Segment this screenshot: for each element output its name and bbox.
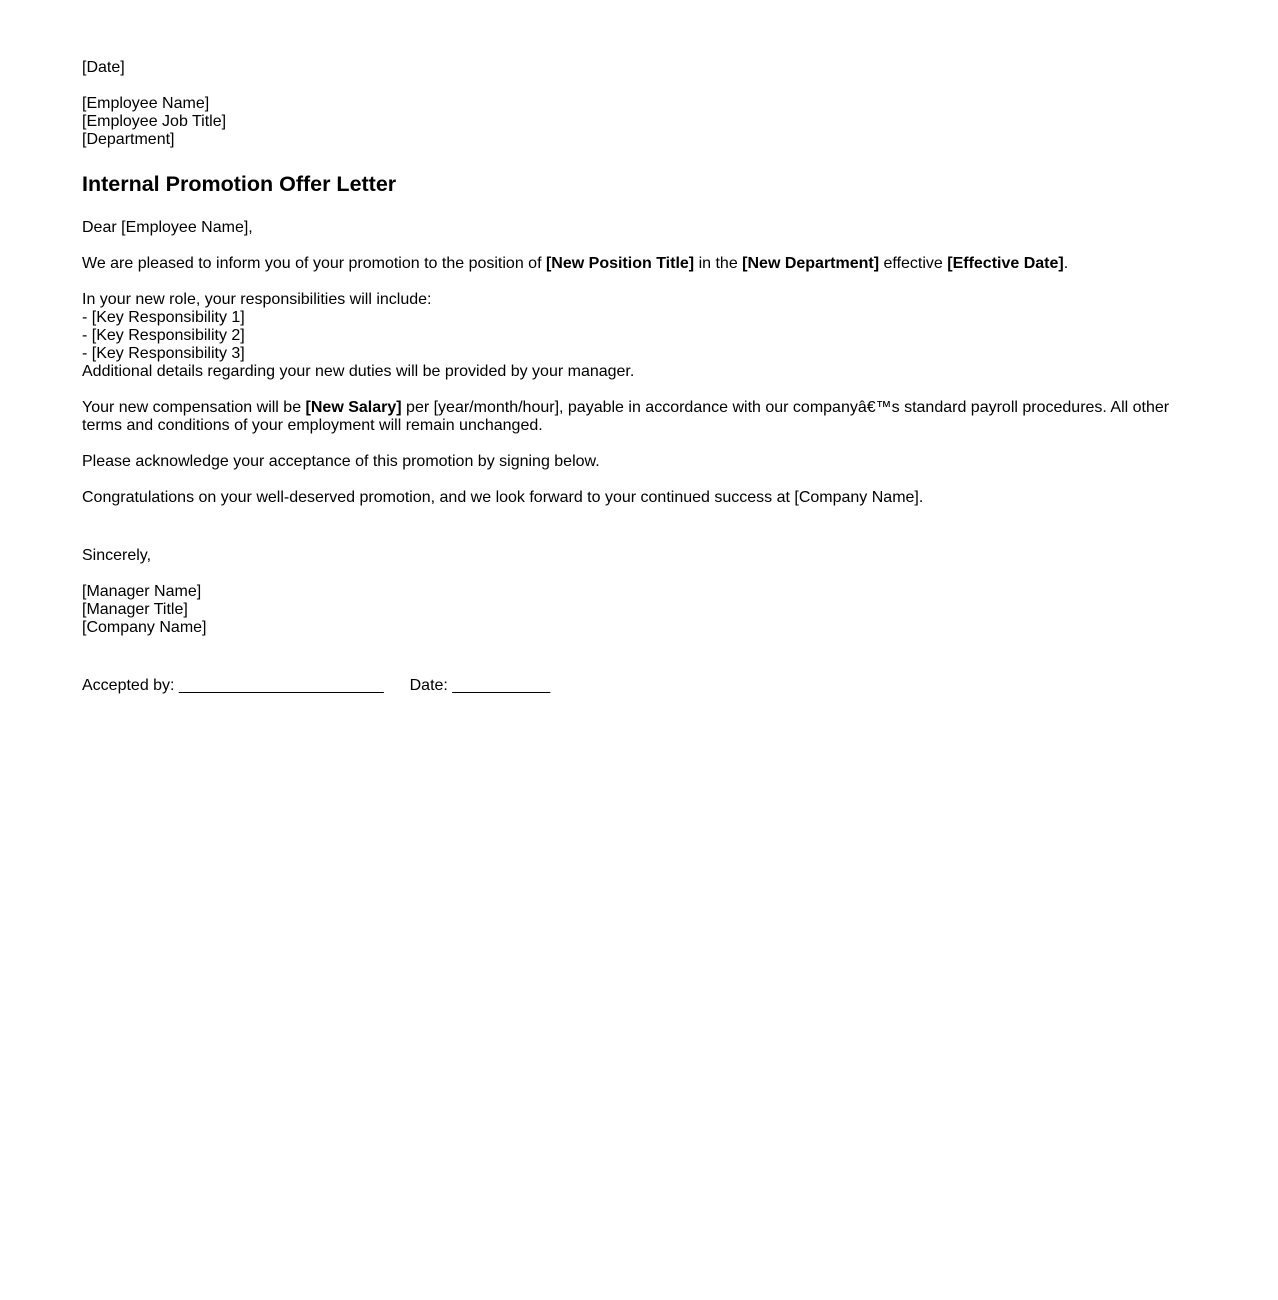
accepted-by-signature-line: _______________________ — [178, 677, 384, 694]
new-position-title: [New Position Title] — [545, 255, 695, 272]
letter-title: Internal Promotion Offer Letter — [82, 172, 397, 196]
compensation-text-1: Your new compensation will be — [82, 399, 306, 416]
date-label: Date: — [409, 677, 453, 694]
responsibilities-lead: In your new role, your responsibilities will include: — [82, 291, 432, 308]
responsibility-item: - [Key Responsibility 2] — [82, 327, 245, 344]
signature-block — [82, 583, 1196, 637]
effective-date: [Effective Date] — [947, 255, 1064, 272]
intro-paragraph — [82, 255, 1196, 273]
congratulations-paragraph: Congratulations on your well-deserved promotion, and we look forward to your continued success at [Company Name]. — [82, 489, 924, 506]
letter-date-block — [82, 59, 1196, 77]
spacer — [82, 507, 1196, 547]
manager-name: [Manager Name] — [82, 583, 202, 600]
manager-title: [Manager Title] — [82, 601, 188, 618]
recipient-job-title: [Employee Job Title] — [82, 113, 227, 130]
new-department: [New Department] — [742, 255, 880, 272]
responsibilities-block — [82, 291, 1196, 381]
responsibilities-followup: Additional details regarding your new duties will be provided by your manager. — [82, 363, 635, 380]
acceptance-row — [82, 677, 1196, 695]
accepted-by-label: Accepted by: — [82, 677, 179, 694]
intro-text-3: effective — [879, 255, 948, 272]
new-salary: [New Salary] — [305, 399, 402, 416]
recipient-name: [Employee Name] — [82, 95, 210, 112]
intro-text-1: We are pleased to inform you of your promotion to the position of — [82, 255, 546, 272]
acceptance-date-group — [410, 677, 551, 695]
recipient-block — [82, 95, 1196, 149]
signoff: Sincerely, — [82, 547, 152, 564]
spacer — [82, 637, 1196, 677]
compensation-paragraph — [82, 399, 1182, 435]
letter-date: [Date] — [82, 59, 125, 76]
responsibility-item: - [Key Responsibility 1] — [82, 309, 245, 326]
salutation: Dear [Employee Name], — [82, 219, 253, 236]
date-signature-line: ___________ — [452, 677, 551, 694]
responsibility-item: - [Key Responsibility 3] — [82, 345, 245, 362]
intro-text-2: in the — [694, 255, 743, 272]
recipient-department: [Department] — [82, 131, 175, 148]
intro-text-4: . — [1063, 255, 1069, 272]
compensation-text-2: per [year/month/hour], payable in accordance with our companyâ€™s standard payroll procedures. All other terms and conditions of your employment will remain unchanged. — [82, 399, 1170, 434]
company-name: [Company Name] — [82, 619, 207, 636]
acknowledge-paragraph: Please acknowledge your acceptance of this promotion by signing below. — [82, 453, 600, 470]
